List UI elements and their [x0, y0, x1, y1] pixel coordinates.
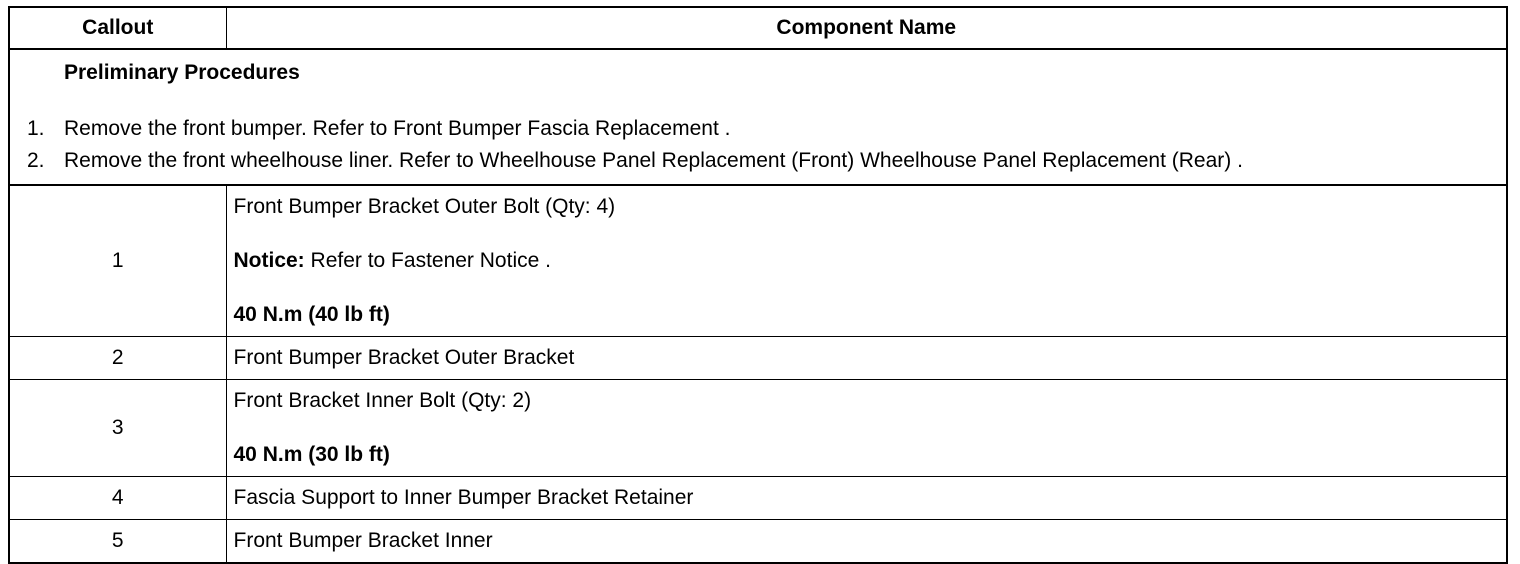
component-name: Front Bumper Bracket Inner: [226, 520, 1507, 564]
step-text: Remove the front bumper. Refer to Front Bumper Fascia Replacement .: [64, 117, 731, 140]
preliminary-step: [27, 145, 1506, 177]
component-name-column-header: Component Name: [226, 7, 1507, 49]
torque-spec: 40 N.m (30 lb ft): [233, 443, 390, 466]
step-text: Remove the front wheelhouse liner. Refer to Wheelhouse Panel Replacement (Front) Wheelhouse Panel Replacement (Rear) .: [64, 149, 1243, 172]
callout-number: 5: [9, 520, 226, 564]
table-row: [9, 185, 1507, 337]
component-cell: [226, 185, 1507, 337]
table-header-row: [9, 7, 1507, 49]
notice-line: [234, 247, 1507, 275]
step-number: 1.: [27, 117, 45, 140]
component-name: Front Bumper Bracket Outer Bracket: [226, 337, 1507, 380]
preliminary-procedures-cell: [9, 49, 1507, 185]
callout-number: 3: [9, 380, 226, 477]
procedure-document: [8, 6, 1506, 564]
torque-spec: 40 N.m (40 lb ft): [233, 303, 390, 326]
step-number: 2.: [27, 149, 45, 172]
preliminary-step: [27, 113, 1506, 145]
callout-number: 1: [9, 185, 226, 337]
preliminary-procedures-row: [9, 49, 1507, 185]
component-name: Fascia Support to Inner Bumper Bracket Retainer: [226, 477, 1507, 520]
table-row: [9, 477, 1507, 520]
notice-text: Refer to Fastener Notice .: [304, 249, 551, 272]
table-row: [9, 520, 1507, 564]
component-table: [8, 6, 1508, 564]
component-name: Front Bumper Bracket Outer Bolt (Qty: 4): [233, 195, 616, 218]
table-row: [9, 380, 1507, 477]
preliminary-procedures-title: Preliminary Procedures: [64, 61, 300, 84]
callout-column-header: Callout: [9, 7, 226, 49]
callout-number: 2: [9, 337, 226, 380]
table-row: [9, 337, 1507, 380]
component-cell: [226, 380, 1507, 477]
notice-label: Notice:: [233, 249, 305, 272]
component-name: Front Bracket Inner Bolt (Qty: 2): [233, 389, 532, 412]
callout-number: 4: [9, 477, 226, 520]
